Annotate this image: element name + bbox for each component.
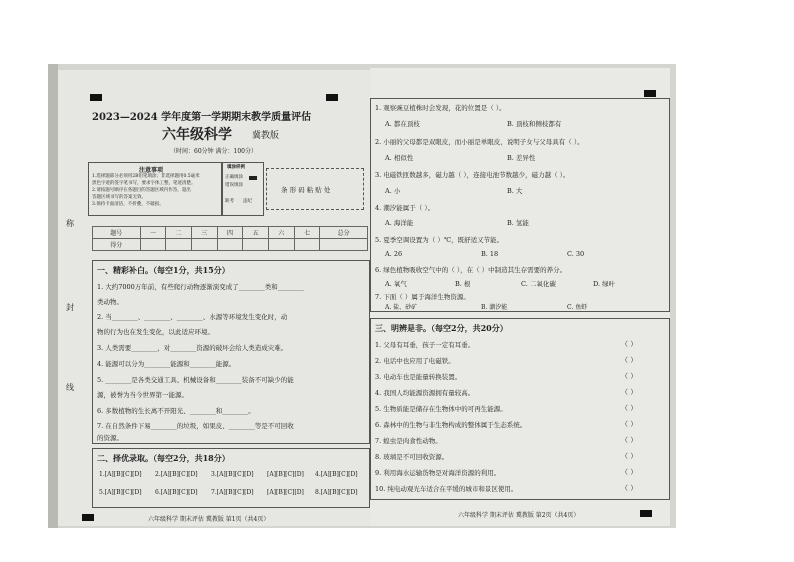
registration-mark: [644, 90, 656, 97]
score-header-cell: 一: [140, 227, 166, 239]
option: B. 潮汐能: [481, 304, 508, 311]
option: A. 盐、砂矿: [385, 304, 418, 311]
section-title: 二、择优录取。（每空2分，共18分）: [97, 453, 230, 463]
page-footer: 六年级科学 期末评估 冀教版 第2页（共4页）: [458, 512, 580, 519]
notice-box: [88, 162, 222, 216]
option: A. 都在顶枝: [385, 120, 420, 128]
notice-line: 1.选择题部分必须用2B铅笔填涂；非选择题用0.5毫米: [92, 174, 200, 179]
section-fill-blank: [92, 260, 370, 444]
score-header-cell: 四: [217, 227, 243, 239]
judge-blank[interactable]: （ ）: [621, 484, 638, 492]
score-cell[interactable]: [294, 239, 320, 251]
statement: 10. 纯电动观光车适合在平缓的城市和景区使用。: [375, 485, 518, 493]
registration-mark: [82, 514, 94, 521]
answer-bubbles[interactable]: [A][B][C][D]: [267, 471, 304, 478]
question-line: 3. 人类需要________，对________资源的破坏会给人类造成灾难。: [97, 344, 288, 352]
binding-label: 称: [66, 219, 74, 228]
score-cell[interactable]: [217, 239, 243, 251]
score-header-cell: 题号: [93, 227, 141, 239]
score-table: [92, 226, 368, 251]
statement: 8. 玻璃是不可回收资源。: [375, 453, 449, 461]
question-line: 3. 电磁铁匝数越多，磁力越（ ），连接电池节数越少，磁力越（ ）。: [375, 171, 570, 179]
statement: 5. 生物质能是储存在生物体中的可再生能源。: [375, 405, 507, 413]
statement: 7. 蝗虫是肉食性动物。: [375, 437, 442, 445]
time-info: （时间：60分钟 满分：100分）: [170, 148, 257, 155]
registration-mark: [326, 94, 338, 101]
score-header-cell: 三: [191, 227, 217, 239]
left-edge-strip: [48, 64, 58, 528]
section-title: 一、精彩补白。（每空1分，共15分）: [97, 265, 230, 275]
binding-label: 封: [66, 303, 74, 312]
section-choice-questions: [370, 98, 670, 312]
question-line: 1. 观察豌豆植株时会发现，花的位置是（ ）。: [375, 104, 506, 112]
judge-blank[interactable]: （ ）: [621, 436, 638, 444]
statement: 1. 父母有耳垂，孩子一定有耳垂。: [375, 341, 475, 349]
exam-photo: [48, 64, 676, 528]
registration-mark: [90, 94, 102, 101]
question-line: 类动物。: [97, 298, 123, 306]
fill-sample-wrong: 错误填涂: [225, 183, 243, 188]
statement: 4. 我国人均能源资源拥有量较高。: [375, 389, 475, 397]
question-line: 6. 多数植物的生长离不开阳光、________和________。: [97, 407, 255, 415]
score-header-cell: 总分: [320, 227, 368, 239]
score-header-cell: 二: [166, 227, 192, 239]
subject-title: 六年级科学: [162, 127, 232, 143]
judge-blank[interactable]: （ ）: [621, 420, 638, 428]
option: A. 氧气: [385, 280, 407, 288]
exam-title: 2023—2024 学年度第一学期期末教学质量评估: [92, 112, 312, 123]
registration-mark: [640, 510, 652, 517]
score-header-cell: 六: [268, 227, 294, 239]
score-cell[interactable]: [191, 239, 217, 251]
notice-line: 答题区域书写的答案无效。: [92, 195, 146, 200]
judge-blank[interactable]: （ ）: [621, 468, 638, 476]
question-line: 1. 大约7000万年前，有些爬行动物逐渐演变成了________类和________: [97, 283, 304, 291]
question-line: 7. 在自然条件下易________的垃圾，如果皮、________等是不可回收: [97, 422, 294, 430]
option: B. 根: [455, 280, 471, 288]
question-line: 2. 小丽的父母都是双眼皮，而小丽是单眼皮，说明子女与父母具有（ ）。: [375, 138, 584, 146]
section-true-false: [370, 318, 670, 500]
judge-blank[interactable]: （ ）: [621, 388, 638, 396]
notice-line: 3.保持卡面清洁，不折叠，不破损。: [92, 202, 164, 207]
answer-sheet-page-2: [370, 68, 670, 526]
judge-blank[interactable]: （ ）: [621, 356, 638, 364]
statement: 2. 电话中也应用了电磁铁。: [375, 357, 455, 365]
question-line: 物的行为也在发生变化，以此适应环境。: [97, 328, 214, 336]
question-line: 4. 潮汐能属于（ ）。: [375, 204, 435, 212]
barcode-label: 条 形 码 粘 贴 处: [281, 186, 331, 194]
page-footer: 六年级科学 期末评估 冀教版 第1页（共4页）: [148, 516, 270, 523]
option: B. 差异性: [507, 154, 536, 162]
judge-blank[interactable]: （ ）: [621, 340, 638, 348]
notice-line: 2.请按题号顺序在各题目的答题区域内作答，超出: [92, 188, 191, 193]
score-cell[interactable]: [268, 239, 294, 251]
option: C. 二氧化碳: [521, 280, 556, 288]
notice-line: 黑色字迹的签字笔书写，要求字体工整，笔迹清楚。: [92, 181, 196, 186]
question-line: 5. ________是各类交通工具、机械设备和________装备不可缺少的能: [97, 376, 294, 384]
fill-sample-title: 填涂样例: [227, 165, 245, 170]
fill-sample-violation: 违纪: [243, 199, 252, 204]
section-title: 三、明辨是非。（每空2分，共20分）: [375, 323, 508, 333]
answer-bubbles[interactable]: 1.[A][B][C][D]: [99, 471, 142, 478]
option: A. 小: [385, 187, 401, 195]
answer-bubbles[interactable]: 6.[A][B][C][D]: [155, 489, 198, 496]
score-header-cell: 七: [294, 227, 320, 239]
question-line: 6. 绿色植物吸收空气中的（ ），在（ ）中制造其生存需要的养分。: [375, 266, 567, 274]
score-header-cell: 五: [243, 227, 269, 239]
option: B. 18: [481, 250, 499, 258]
score-cell[interactable]: [243, 239, 269, 251]
answer-bubbles[interactable]: 4.[A][B][C][D]: [315, 471, 358, 478]
score-row-label: 得分: [93, 239, 141, 251]
score-cell[interactable]: [166, 239, 192, 251]
statement: 6. 森林中的生物与非生物构成的整体属于生态系统。: [375, 421, 527, 429]
option: A. 海洋能: [385, 219, 414, 227]
statement: 3. 电动车也是能量转换装置。: [375, 373, 462, 381]
section-choice-answers: [92, 448, 370, 508]
fill-sample-missing: 缺考: [225, 199, 234, 204]
option: C. 鱼虾: [567, 304, 588, 311]
answer-bubbles[interactable]: 5.[A][B][C][D]: [99, 489, 142, 496]
option: C. 30: [567, 250, 585, 258]
option: D. 绿叶: [593, 280, 616, 288]
question-line: 7. 下面（ ）属于海洋生物资源。: [375, 293, 470, 301]
edition-label: 冀教版: [252, 131, 280, 141]
answer-bubbles[interactable]: [A][B][C][D]: [267, 489, 304, 496]
score-cell[interactable]: [320, 239, 368, 251]
notice-title: 注意事项: [139, 167, 164, 174]
statement: 9. 利用海水运输货物是对海洋资源的利用。: [375, 469, 501, 477]
judge-blank[interactable]: （ ）: [621, 404, 638, 412]
judge-blank[interactable]: （ ）: [621, 452, 638, 460]
question-line: 源，被誉为当今世界第一能源。: [97, 391, 188, 399]
question-line: 的资源。: [97, 434, 123, 442]
question-line: 4. 能源可以分为________能源和________能源。: [97, 360, 236, 368]
judge-blank[interactable]: （ ）: [621, 372, 638, 380]
question-line: 2. 当________、________、________、水源等环境发生变化时，动: [97, 313, 288, 321]
fill-sample-box: [222, 162, 264, 216]
option: A. 26: [385, 250, 403, 258]
answer-bubbles[interactable]: 2.[A][B][C][D]: [155, 471, 198, 478]
question-line: 5. 夏季空调设置为（ ）℃，既舒适又节能。: [375, 236, 504, 244]
answer-bubbles[interactable]: 8.[A][B][C][D]: [315, 489, 358, 496]
answer-bubbles[interactable]: 3.[A][B][C][D]: [211, 471, 254, 478]
option: B. 氢能: [507, 219, 529, 227]
answer-bubbles[interactable]: 7.[A][B][C][D]: [211, 489, 254, 496]
score-cell[interactable]: [140, 239, 166, 251]
fill-sample-correct: 正确填涂: [225, 175, 243, 180]
answer-sheet-page-1: [58, 70, 380, 526]
option: B. 顶枝和侧枝都有: [507, 120, 562, 128]
filled-mark-icon: [249, 176, 257, 180]
barcode-area: [266, 168, 364, 210]
option: A. 相似性: [385, 154, 414, 162]
option: B. 大: [507, 187, 523, 195]
binding-label: 线: [66, 383, 74, 392]
